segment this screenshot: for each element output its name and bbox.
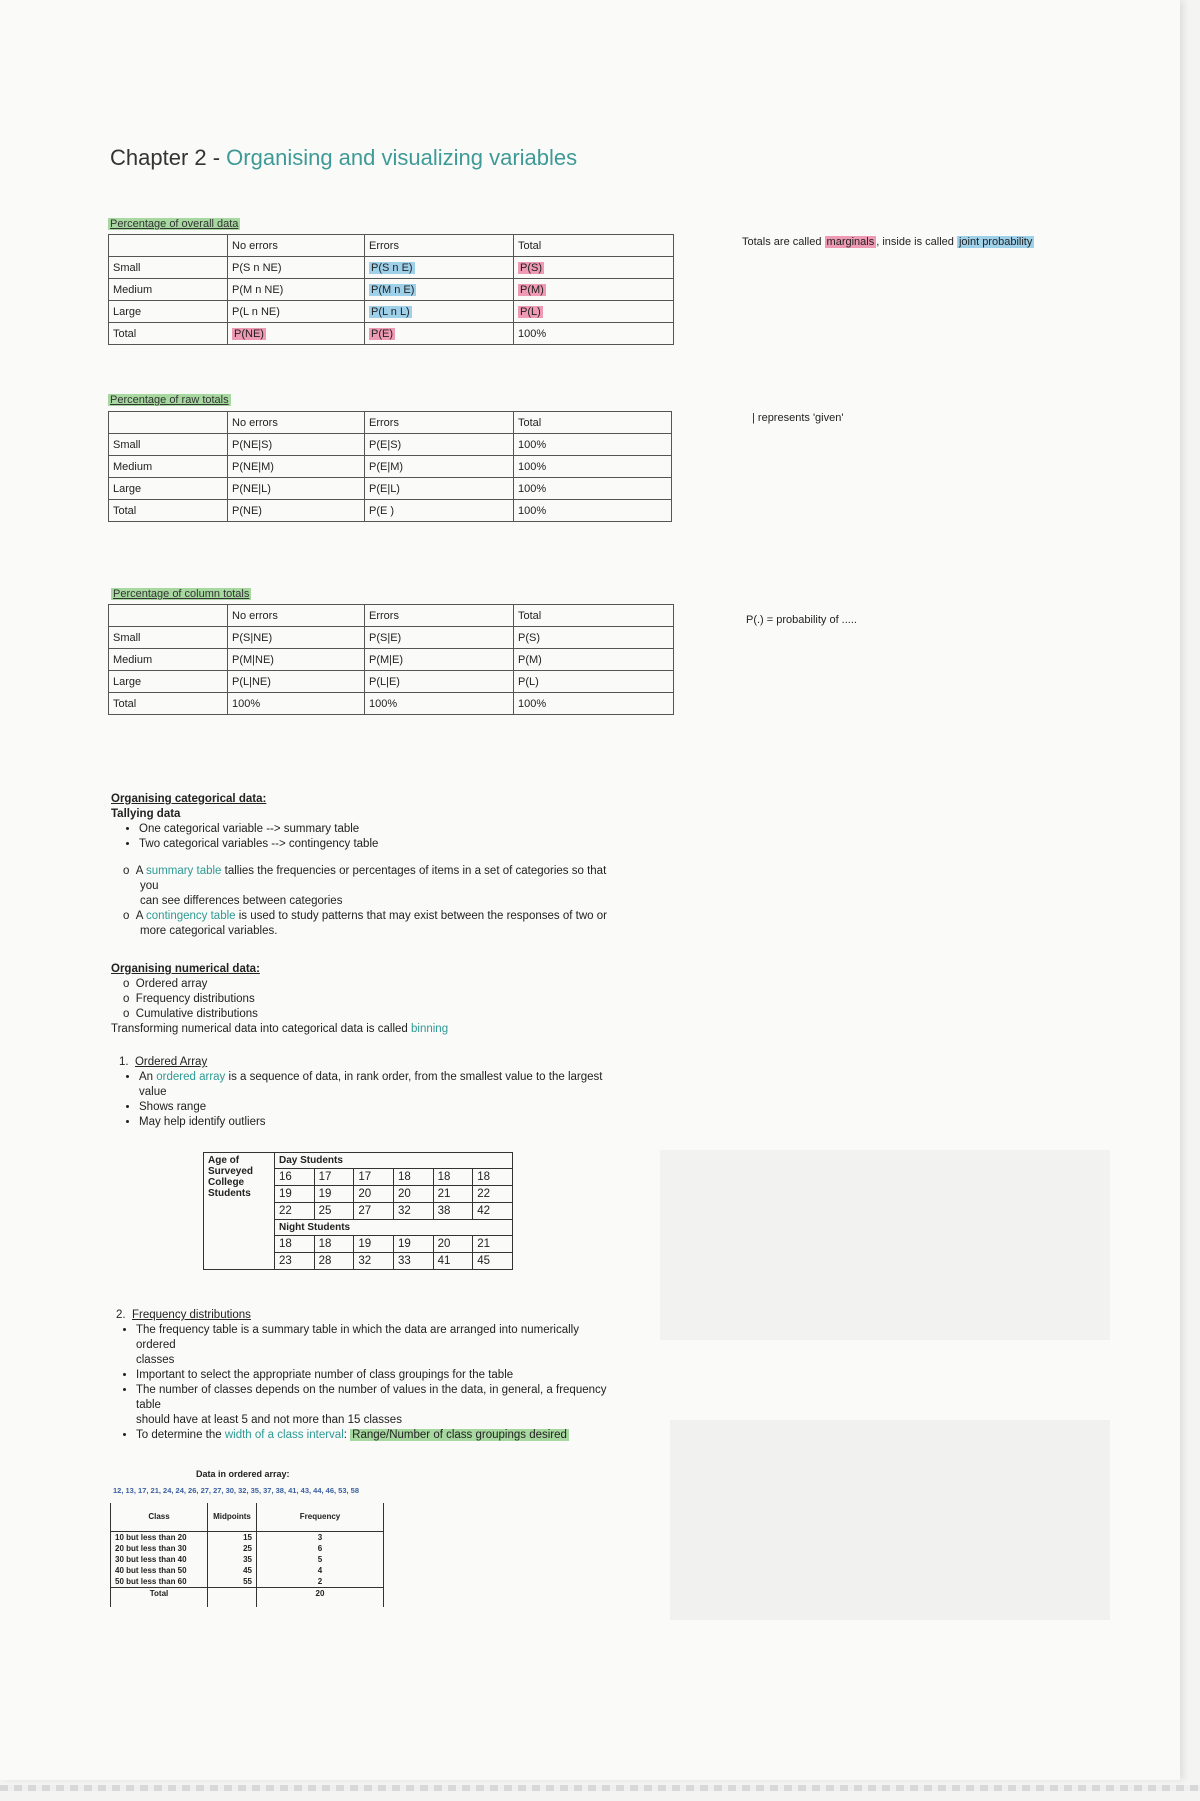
age-cell: 18	[314, 1236, 354, 1253]
list-item: • Two categorical variables --> contingency table	[139, 837, 651, 852]
age-cell: 28	[314, 1253, 354, 1270]
table-cell: Large	[109, 671, 228, 693]
table-cell	[514, 279, 674, 301]
faint-background-table	[660, 1150, 1110, 1340]
table-cell: 100%	[365, 693, 514, 715]
table-cell: No errors	[228, 412, 365, 434]
item-text: table	[136, 1399, 161, 1411]
table-cell: Medium	[109, 649, 228, 671]
freq-header: Frequency	[257, 1503, 384, 1531]
numerical-section: Organising numerical data: o Ordered array o Frequency distributions o Cumulative distributions Transforming numerical data into categorical data is called binning 1. Ordered Array • An ordered array is a sequence of data, in rank order, from the smallest value to the largest value • Shows range • May help identify outliers	[111, 962, 651, 1130]
raw-totals-table	[108, 411, 672, 522]
table-cell: Errors	[365, 605, 514, 627]
item-text: value	[139, 1086, 167, 1098]
freq-cell: 20 but less than 30	[111, 1543, 208, 1554]
list-item: • May help identify outliers	[139, 1115, 651, 1130]
item-text: To determine the	[136, 1429, 225, 1441]
age-cell: 32	[354, 1253, 394, 1270]
page-bottom-edge	[0, 1785, 1200, 1791]
binning-text: Transforming numerical data into categorical data is called	[111, 1023, 411, 1035]
table-cell: P(NE)	[228, 500, 365, 522]
freq-total-value: 20	[257, 1587, 384, 1599]
column-totals-table	[108, 604, 674, 715]
age-cell: 20	[354, 1186, 394, 1203]
def-text: A	[135, 865, 147, 877]
marginal-highlight: P(S)	[520, 261, 542, 274]
list-item: • One categorical variable --> summary table	[139, 822, 651, 837]
age-cell: 18	[275, 1236, 315, 1253]
table-cell	[514, 257, 674, 279]
table-cell: 100%	[228, 693, 365, 715]
age-cell: 16	[275, 1169, 315, 1186]
joint-highlight: P(L n L)	[371, 305, 410, 318]
table-cell: Total	[109, 693, 228, 715]
table-cell: 100%	[514, 323, 674, 345]
contingency-table-term: contingency table	[146, 910, 236, 922]
table-cell: P(E|S)	[365, 434, 514, 456]
joint-highlight: P(S n E)	[371, 261, 413, 274]
age-cell: 25	[314, 1203, 354, 1220]
table-cell: P(M)	[514, 649, 674, 671]
age-cell: 22	[275, 1203, 315, 1220]
age-cell: 18	[473, 1169, 513, 1186]
categorical-section	[111, 792, 651, 939]
def-text: is used to study patterns that may exist between the responses of two or	[235, 910, 607, 922]
title-accent: Organising and visualizing variables	[226, 145, 578, 170]
table1-heading: Percentage of overall data	[110, 218, 239, 230]
freq-cell: 40 but less than 50	[111, 1565, 208, 1576]
table-cell: P(M|E)	[365, 649, 514, 671]
table-cell: Errors	[365, 412, 514, 434]
given-note: | represents 'given'	[752, 412, 844, 424]
age-cell: 17	[314, 1169, 354, 1186]
age-cell: 18	[393, 1169, 433, 1186]
age-cell: 27	[354, 1203, 394, 1220]
freq-cell: 30 but less than 40	[111, 1554, 208, 1565]
marginal-highlight: P(L)	[520, 305, 541, 318]
table-cell	[109, 235, 228, 257]
table-cell: P(S)	[514, 627, 674, 649]
note-text: Totals are called	[742, 236, 825, 248]
table-cell	[514, 301, 674, 323]
age-cell: 17	[354, 1169, 394, 1186]
def-text: A	[135, 910, 147, 922]
item-text: is a sequence of data, in rank order, from the smallest value to the largest	[225, 1071, 603, 1083]
table-cell	[109, 605, 228, 627]
summary-table-term: summary table	[146, 865, 222, 877]
ordered-array-term: ordered array	[156, 1071, 226, 1083]
age-cell: 45	[473, 1253, 513, 1270]
marginals-term: marginals	[826, 236, 875, 248]
marginal-highlight: P(NE)	[234, 327, 264, 340]
freq-header: Class	[111, 1503, 208, 1531]
freq-cell: 45	[208, 1565, 257, 1576]
list-item: Cumulative distributions	[135, 1008, 258, 1020]
freq-spacer	[111, 1599, 208, 1607]
table-cell: 100%	[514, 478, 672, 500]
table-cell: No errors	[228, 235, 365, 257]
freq-spacer	[257, 1599, 384, 1607]
age-cell: 21	[433, 1186, 473, 1203]
probability-note: P(.) = probability of .....	[746, 614, 857, 626]
table-cell: Total	[514, 235, 674, 257]
age-cell: 19	[314, 1186, 354, 1203]
age-cell: 42	[473, 1203, 513, 1220]
table3-heading: Percentage of column totals	[113, 588, 250, 600]
item-text: An	[139, 1071, 157, 1083]
table-cell: 100%	[514, 434, 672, 456]
age-cell: 21	[473, 1236, 513, 1253]
item-text: ordered	[136, 1339, 176, 1351]
age-label-spacer	[204, 1253, 275, 1270]
table-cell: Large	[109, 478, 228, 500]
def-text: you	[140, 880, 159, 892]
table-cell: P(E )	[365, 500, 514, 522]
data-array-values: 12, 13, 17, 21, 24, 24, 26, 27, 27, 30, 32, 35, 37, 38, 41, 43, 44, 46, 53, 58	[113, 1486, 360, 1495]
freq-cell: 25	[208, 1543, 257, 1554]
night-students-label: Night Students	[275, 1220, 513, 1236]
item-text: :	[343, 1429, 351, 1441]
freq-cell: 50 but less than 60	[111, 1576, 208, 1588]
frequency-title: Frequency distributions	[131, 1309, 251, 1321]
list-item	[139, 1070, 651, 1100]
table-cell: Total	[514, 605, 674, 627]
freq-cell: 5	[257, 1554, 384, 1565]
age-cell: 32	[393, 1203, 433, 1220]
age-cell: 19	[275, 1186, 315, 1203]
freq-cell: 2	[257, 1576, 384, 1588]
ordered-array-title: Ordered Array	[134, 1056, 208, 1068]
table-cell: 100%	[514, 693, 674, 715]
table-cell: No errors	[228, 605, 365, 627]
class-width-formula: Range/Number of class groupings desired	[352, 1429, 567, 1441]
frequency-table	[110, 1503, 384, 1607]
data-array-label: Data in ordered array:	[196, 1469, 290, 1479]
list-item	[136, 1383, 638, 1428]
age-cell: 33	[393, 1253, 433, 1270]
age-table-label: Age of Surveyed College Students	[204, 1153, 275, 1253]
table-cell: P(L n NE)	[228, 301, 365, 323]
item-text: should have at least 5 and not more than 15 classes	[136, 1414, 402, 1426]
table-cell: Small	[109, 627, 228, 649]
freq-spacer	[208, 1599, 257, 1607]
age-table	[203, 1152, 513, 1270]
table-cell: P(S|E)	[365, 627, 514, 649]
freq-total-label: Total	[111, 1587, 208, 1599]
def-text: can see differences between categories	[140, 895, 343, 907]
table-cell: P(M|NE)	[228, 649, 365, 671]
age-cell: 20	[393, 1186, 433, 1203]
item-text: The number of classes depends on the number of values in the data, in general, a frequency	[136, 1384, 607, 1396]
list-item: • Important to select the appropriate number of class groupings for the table	[136, 1368, 638, 1383]
table-cell: Large	[109, 301, 228, 323]
item-text: classes	[136, 1354, 175, 1366]
table-cell	[365, 279, 514, 301]
def-text: more categorical variables.	[140, 925, 278, 937]
table-cell: Total	[514, 412, 672, 434]
freq-cell: 3	[257, 1531, 384, 1543]
freq-cell: 35	[208, 1554, 257, 1565]
table-cell: 100%	[514, 456, 672, 478]
table-cell: Medium	[109, 279, 228, 301]
freq-cell: 55	[208, 1576, 257, 1588]
summary-table-definition: o A summary table tallies the frequencies or percentages of items in a set of categories so that you can see differences between categories o A contingency table is used to study patterns that may exist between the responses of two or more categorical variables.	[111, 864, 651, 939]
table-cell: Small	[109, 434, 228, 456]
table2-heading: Percentage of raw totals	[110, 394, 229, 406]
marginal-highlight: P(M)	[520, 283, 544, 296]
table-cell	[365, 323, 514, 345]
list-item: Frequency distributions	[135, 993, 255, 1005]
table-cell: Total	[109, 500, 228, 522]
day-students-label: Day Students	[275, 1153, 513, 1169]
table-cell: P(NE|M)	[228, 456, 365, 478]
joint-highlight: P(M n E)	[371, 283, 415, 296]
marginal-highlight: P(E)	[371, 327, 393, 340]
age-cell: 23	[275, 1253, 315, 1270]
frequency-section: 2. Frequency distributions • The frequency table is a summary table in which the data are arranged into numerically ordered classes • Important to select the appropriate number of class groupings for the table • The number of classes depends on the number of values in the data, in general, a frequency table should have at least 5 and not more than 15 classes • To determine the width of a class interval: Range/Number of class groupings desired	[108, 1308, 638, 1443]
title-prefix: Chapter 2 -	[110, 145, 227, 170]
table-cell: Small	[109, 257, 228, 279]
categorical-heading: Organising categorical data:	[111, 793, 267, 805]
table-cell: Medium	[109, 456, 228, 478]
freq-header: Midpoints	[208, 1503, 257, 1531]
table-cell	[365, 301, 514, 323]
age-cell: 38	[433, 1203, 473, 1220]
freq-cell: 4	[257, 1565, 384, 1576]
list-item: • Shows range	[139, 1100, 651, 1115]
table-cell	[109, 412, 228, 434]
page-title	[110, 145, 577, 171]
table-cell: P(L|NE)	[228, 671, 365, 693]
age-cell: 20	[433, 1236, 473, 1253]
table-cell: P(E|L)	[365, 478, 514, 500]
binning-term: binning	[411, 1023, 449, 1035]
table-cell: Errors	[365, 235, 514, 257]
table-cell: P(NE|S)	[228, 434, 365, 456]
age-cell: 41	[433, 1253, 473, 1270]
list-item	[136, 1428, 638, 1443]
table-cell: P(S n NE)	[228, 257, 365, 279]
joint-probability-term: joint probability	[958, 236, 1033, 248]
freq-total-cell	[208, 1587, 257, 1599]
table-cell: P(M n NE)	[228, 279, 365, 301]
age-cell: 22	[473, 1186, 513, 1203]
list-item: Ordered array	[135, 978, 208, 990]
table-cell: 100%	[514, 500, 672, 522]
age-cell: 19	[354, 1236, 394, 1253]
numerical-heading: Organising numerical data:	[111, 963, 260, 975]
freq-cell: 6	[257, 1543, 384, 1554]
table-cell: Total	[109, 323, 228, 345]
table-cell: P(S|NE)	[228, 627, 365, 649]
item-text: The frequency table is a summary table in which the data are arranged into numerically	[136, 1324, 579, 1336]
def-text: tallies the frequencies or percentages of items in a set of categories so that	[221, 865, 607, 877]
marginals-note	[742, 236, 1034, 248]
table-cell	[228, 323, 365, 345]
freq-cell: 10 but less than 20	[111, 1531, 208, 1543]
freq-cell: 15	[208, 1531, 257, 1543]
table-cell: P(L)	[514, 671, 674, 693]
list-item	[136, 1323, 638, 1368]
table-cell: P(NE|L)	[228, 478, 365, 500]
age-cell: 18	[433, 1169, 473, 1186]
age-cell: 19	[393, 1236, 433, 1253]
faint-background-chart	[670, 1420, 1110, 1620]
table-cell: P(L|E)	[365, 671, 514, 693]
tallying-label: Tallying data	[111, 808, 181, 820]
note-text: , inside is called	[876, 236, 957, 248]
table-cell	[365, 257, 514, 279]
overall-data-table	[108, 234, 674, 345]
class-width-term: width of a class interval	[224, 1429, 344, 1441]
table-cell: P(E|M)	[365, 456, 514, 478]
